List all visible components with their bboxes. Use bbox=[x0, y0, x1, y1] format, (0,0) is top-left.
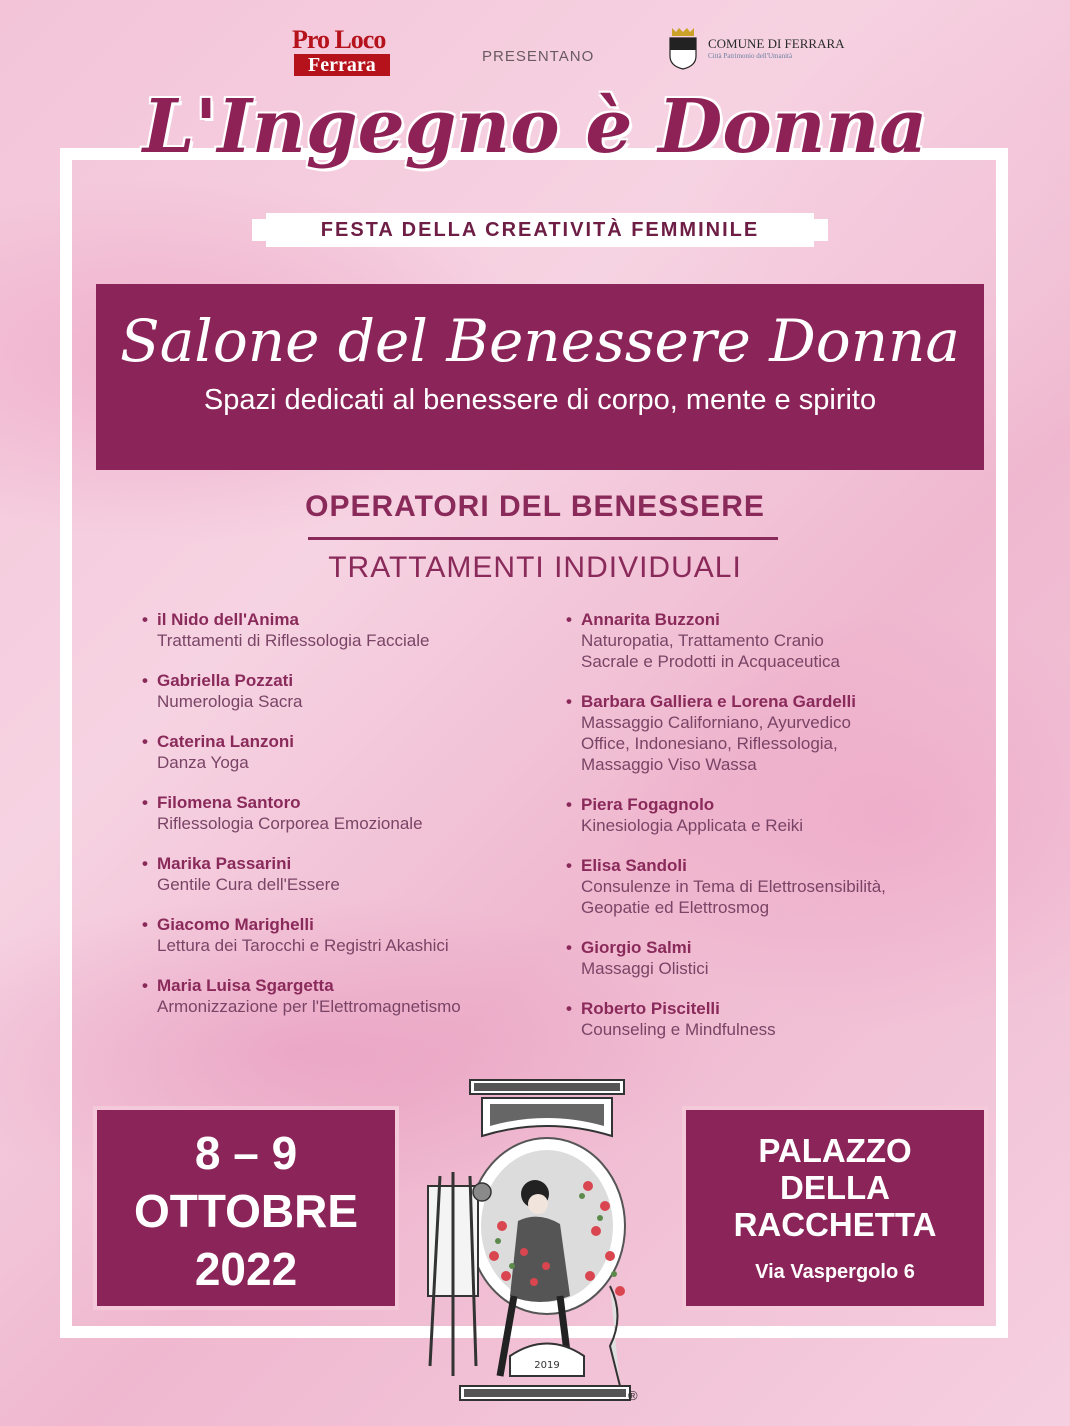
operator-desc: Sacrale e Prodotti in Acquaceutica bbox=[581, 652, 840, 671]
pro-loco-bottom-text: Ferrara bbox=[294, 54, 390, 76]
date-box bbox=[93, 1106, 399, 1310]
venue-line-2: DELLA bbox=[780, 1169, 890, 1206]
woman-illustration bbox=[410, 1076, 660, 1416]
venue-line-1: PALAZZO bbox=[758, 1132, 912, 1169]
illustration-year: 2019 bbox=[534, 1360, 560, 1371]
ribbon-tail-right bbox=[814, 219, 828, 241]
operator-name: • Maria Luisa Sgargetta bbox=[142, 975, 542, 996]
main-title: L'Ingegno è Donna bbox=[142, 84, 928, 170]
operator-name: • Giacomo Marighelli bbox=[142, 914, 542, 935]
venue-box bbox=[682, 1106, 988, 1310]
operator-name: • Gabriella Pozzati bbox=[142, 670, 542, 691]
operator-desc: Massaggio Viso Wassa bbox=[581, 755, 757, 774]
operator-name: • Giorgio Salmi bbox=[566, 937, 966, 958]
list-item bbox=[142, 792, 542, 834]
list-item bbox=[566, 998, 966, 1040]
operator-desc: Office, Indonesiano, Riflessologia, bbox=[581, 734, 838, 753]
pro-loco-logo bbox=[292, 26, 410, 78]
operator-name: • Barbara Galliera e Lorena Gardelli bbox=[566, 691, 966, 712]
comune-subtitle: Città Patrimonio dell'Umanità bbox=[708, 52, 793, 60]
section-subheading: TRATTAMENTI INDIVIDUALI bbox=[328, 551, 742, 584]
presentano-text: PRESENTANO bbox=[482, 48, 595, 65]
salone-banner bbox=[96, 284, 984, 470]
date-year: 2022 bbox=[194, 1243, 298, 1295]
venue-name bbox=[686, 1132, 984, 1243]
operator-desc: Trattamenti di Riflessologia Facciale bbox=[157, 631, 430, 650]
list-item bbox=[566, 691, 966, 775]
operator-desc: Consulenze in Tema di Elettrosensibilità, bbox=[581, 877, 886, 896]
operator-desc: Danza Yoga bbox=[157, 753, 249, 772]
ribbon-tail-left bbox=[252, 219, 266, 241]
venue-line-3: RACCHETTA bbox=[733, 1206, 937, 1243]
section-divider bbox=[308, 537, 778, 540]
operators-list-left bbox=[142, 609, 542, 1036]
list-item bbox=[142, 975, 542, 1017]
operator-name: • Roberto Piscitelli bbox=[566, 998, 966, 1019]
list-item bbox=[142, 853, 542, 895]
operator-desc: Massaggio Californiano, Ayurvedico bbox=[581, 713, 851, 732]
section-heading: OPERATORI DEL BENESSERE bbox=[305, 490, 765, 523]
comune-logo bbox=[668, 26, 845, 70]
operator-name: • Marika Passarini bbox=[142, 853, 542, 874]
venue-address: Via Vaspergolo 6 bbox=[755, 1261, 915, 1283]
ribbon-text: FESTA DELLA CREATIVITÀ FEMMINILE bbox=[320, 218, 760, 241]
list-item bbox=[566, 937, 966, 979]
operators-list-right bbox=[566, 609, 966, 1059]
operator-desc: Kinesiologia Applicata e Reiki bbox=[581, 816, 804, 835]
operator-name: • Filomena Santoro bbox=[142, 792, 542, 813]
operator-name: • Piera Fogagnolo bbox=[566, 794, 966, 815]
operator-desc: Naturopatia, Trattamento Cranio bbox=[581, 631, 824, 650]
operator-desc: Massaggi Olistici bbox=[581, 959, 709, 978]
list-item bbox=[566, 609, 966, 672]
list-item bbox=[142, 670, 542, 712]
operator-desc: Numerologia Sacra bbox=[157, 692, 303, 711]
operator-desc: Armonizzazione per l'Elettromagnetismo bbox=[157, 997, 461, 1016]
list-item bbox=[142, 609, 542, 651]
comune-name: COMUNE DI FERRARA bbox=[708, 36, 845, 51]
operator-desc: Geopatie ed Elettrosmog bbox=[581, 898, 770, 917]
list-item bbox=[566, 855, 966, 918]
operator-desc: Counseling e Mindfulness bbox=[581, 1020, 776, 1039]
list-item bbox=[142, 914, 542, 956]
list-item bbox=[142, 731, 542, 773]
operator-desc: Lettura dei Tarocchi e Registri Akashici bbox=[157, 936, 449, 955]
operator-desc: Riflessologia Corporea Emozionale bbox=[157, 814, 423, 833]
operator-name: • Elisa Sandoli bbox=[566, 855, 966, 876]
festa-ribbon bbox=[266, 213, 814, 247]
operator-name: • Annarita Buzzoni bbox=[566, 609, 966, 630]
registered-mark: ® bbox=[628, 1388, 638, 1403]
operator-name: • il Nido dell'Anima bbox=[142, 609, 542, 630]
operator-name: • Caterina Lanzoni bbox=[142, 731, 542, 752]
date-days: 8 – 9 bbox=[194, 1127, 298, 1179]
date-month: OTTOBRE bbox=[133, 1185, 359, 1237]
banner-title: Salone del Benessere Donna bbox=[119, 307, 960, 375]
list-item bbox=[566, 794, 966, 836]
banner-subtitle: Spazi dedicati al benessere di corpo, mente e spirito bbox=[203, 384, 877, 416]
operator-desc: Gentile Cura dell'Essere bbox=[157, 875, 340, 894]
pro-loco-top-text: Pro Loco bbox=[292, 25, 386, 54]
shield-icon bbox=[668, 26, 698, 70]
